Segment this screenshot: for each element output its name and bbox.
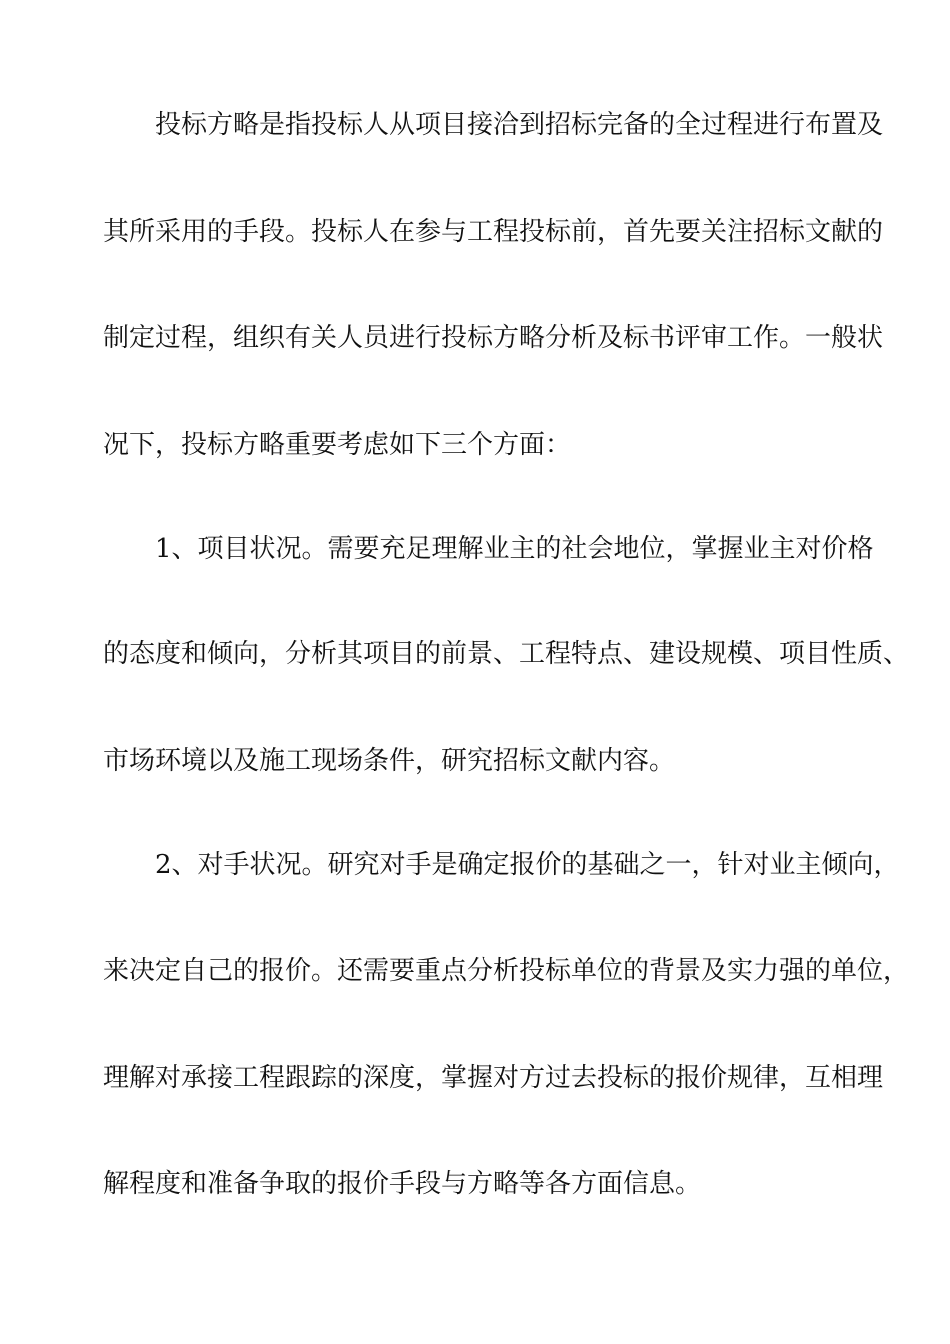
paragraph-3-line-1: 2、对手状况。研究对手是确定报价的基础之一，针对业主倾向， — [155, 850, 900, 880]
paragraph-2-line-2: 的态度和倾向，分析其项目的前景、工程特点、建设规模、项目性质、 — [103, 639, 910, 669]
paragraph-1-line-2: 其所采用的手段。投标人在参与工程投标前，首先要关注招标文献的 — [103, 217, 884, 247]
paragraph-1-line-4: 况下，投标方略重要考虑如下三个方面： — [103, 430, 572, 460]
paragraph-2-line-1: 1、项目状况。需要充足理解业主的社会地位，掌握业主对价格 — [155, 534, 874, 564]
paragraph-1-line-1: 投标方略是指投标人从项目接洽到招标完备的全过程进行布置及 — [155, 110, 884, 140]
paragraph-3-line-3: 理解对承接工程跟踪的深度，掌握对方过去投标的报价规律，互相理 — [103, 1063, 884, 1093]
paragraph-2-line-3: 市场环境以及施工现场条件，研究招标文献内容。 — [103, 746, 676, 776]
paragraph-3-line-4: 解程度和准备争取的报价手段与方略等各方面信息。 — [103, 1169, 702, 1199]
paragraph-3-line-2: 来决定自己的报价。还需要重点分析投标单位的背景及实力强的单位， — [103, 956, 910, 986]
paragraph-1-line-3: 制定过程，组织有关人员进行投标方略分析及标书评审工作。一般状 — [103, 323, 884, 353]
